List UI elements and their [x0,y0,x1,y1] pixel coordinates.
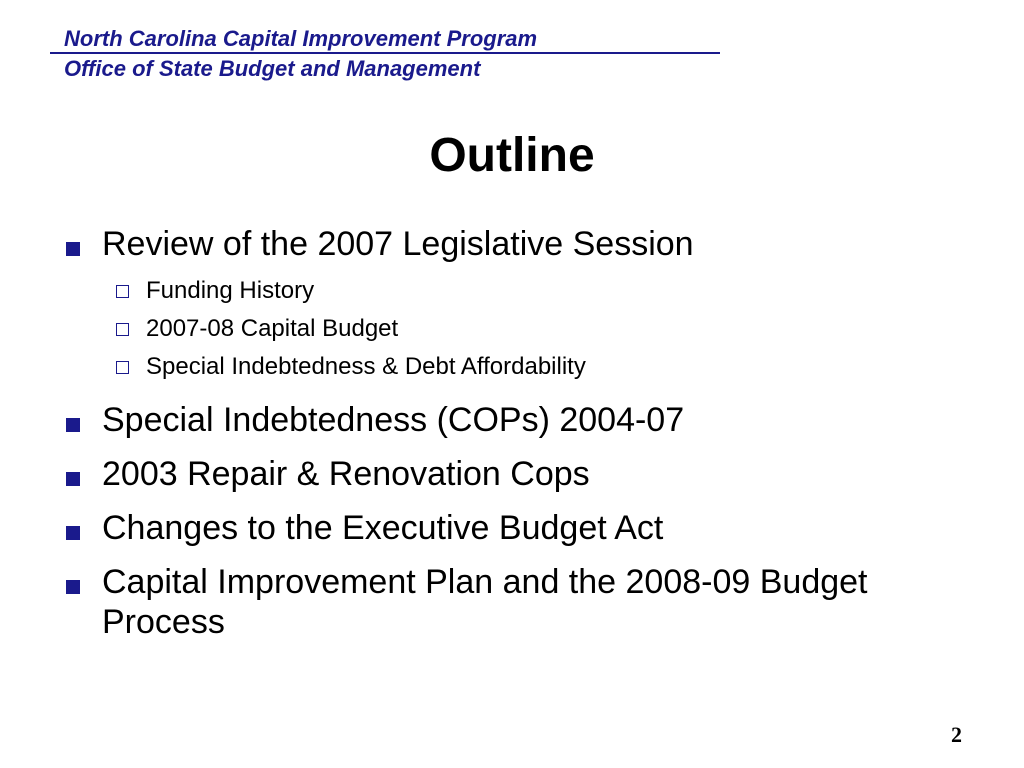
hollow-square-icon [116,361,129,374]
filled-square-icon [66,418,80,432]
outline-item-text: Changes to the Executive Budget Act [102,509,664,547]
outline-item [62,454,962,494]
outline-item-text: Capital Improvement Plan and the 2008-09 Budget Process [102,563,868,641]
slide-header [50,26,720,84]
filled-square-icon [66,472,80,486]
outline-item [62,508,962,548]
filled-square-icon [66,242,80,256]
outline-item-text: Review of the 2007 Legislative Session [102,225,694,263]
office-name: Office of State Budget and Management [64,56,481,81]
hollow-square-icon [116,323,129,336]
outline-item-text: 2003 Repair & Renovation Cops [102,455,590,493]
outline-subitem-text: 2007-08 Capital Budget [146,315,399,342]
outline-subitem [102,348,962,386]
outline-sublist [102,272,962,386]
filled-square-icon [66,580,80,594]
page-number: 2 [951,722,962,747]
outline-item-text: Special Indebtedness (COPs) 2004-07 [102,401,685,439]
filled-square-icon [66,526,80,540]
hollow-square-icon [116,285,129,298]
outline-item [62,562,962,642]
outline-subitem-text: Funding History [146,277,315,304]
outline-item [62,224,962,386]
outline-subitem [102,272,962,310]
outline-subitem-text: Special Indebtedness & Debt Affordability [146,353,586,380]
slide-title: Outline [429,129,595,182]
program-name: North Carolina Capital Improvement Program [50,26,720,54]
outline-subitem [102,310,962,348]
outline-list [62,224,962,656]
outline-item [62,400,962,440]
